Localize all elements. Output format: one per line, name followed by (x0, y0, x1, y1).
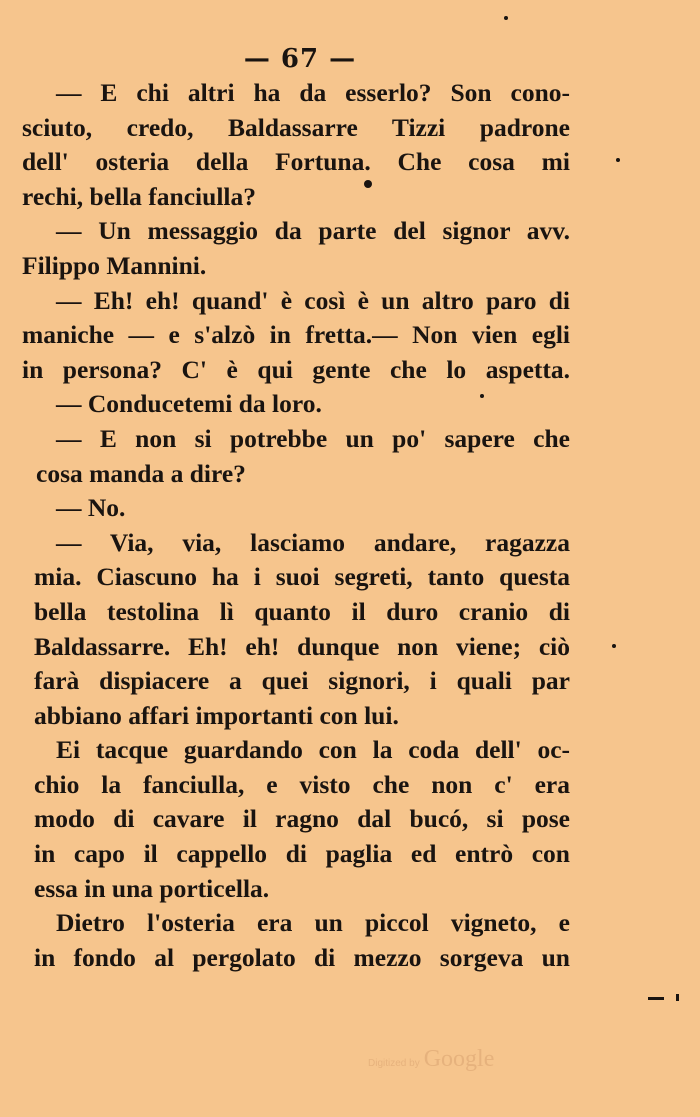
text-line: sciuto, credo, Baldassarre Tizzi padrone (22, 112, 570, 142)
digitized-watermark (368, 1046, 494, 1073)
text-line: chio la fanciulla, e visto che non c' era (34, 769, 570, 799)
text-line: rechi, bella fanciulla? (22, 181, 256, 211)
text-line: in fondo al pergolato di mezzo sorgeva un (34, 942, 570, 972)
text-line: in capo il cappello di paglia ed entrò con (34, 839, 570, 869)
text-line: bella testolina lì quanto il duro cranio di (34, 596, 570, 626)
ink-speck (480, 394, 484, 398)
text-line: — No. (56, 493, 126, 523)
text-line: modo di cavare il ragno dal bucó, si pose (34, 804, 570, 834)
text-line: dell' osteria della Fortuna. Che cosa mi (22, 147, 570, 177)
body-text (22, 76, 570, 975)
text-line: cosa manda a dire? (36, 458, 246, 488)
text-line: — E chi altri ha da esserlo? Son cono- (56, 78, 570, 107)
text-line: — Un messaggio da parte del signor avv. (56, 216, 570, 246)
text-line: essa in una porticella. (34, 873, 270, 903)
text-line: in persona? C' è qui gente che lo aspetta. (22, 354, 570, 384)
ink-speck (504, 16, 508, 20)
text-line: — Conducetemi da loro. (56, 389, 322, 419)
ink-speck (364, 180, 372, 188)
text-line: farà dispiacere a quei signori, i quali par (34, 666, 570, 696)
text-line: — Eh! eh! quand' è così è un altro paro di (56, 285, 570, 315)
text-line: Ei tacque guardando con la coda dell' oc- (56, 735, 570, 765)
ink-speck (616, 158, 620, 162)
page-number: — 67 — (243, 44, 357, 74)
ink-speck (612, 644, 616, 648)
text-line: maniche — e s'alzò in fretta.— Non vien egli (22, 320, 570, 350)
text-line: abbiano affari importanti con lui. (34, 700, 399, 730)
text-line: Filippo Mannini. (22, 250, 207, 280)
text-line: — Via, via, lasciamo andare, ragazza (56, 527, 570, 557)
text-line: — E non si potrebbe un po' sapere che (56, 423, 570, 453)
text-line: mia. Ciascuno ha i suoi segreti, tanto questa (34, 562, 570, 592)
edge-mark (648, 997, 664, 1000)
watermark-prefix: Digitized by (368, 1058, 420, 1069)
text-line: Baldassarre. Eh! eh! dunque non viene; ciò (34, 631, 570, 661)
google-logo: Google (423, 1046, 495, 1072)
edge-mark (676, 994, 679, 1001)
text-line: Dietro l'osteria era un piccol vigneto, e (56, 908, 570, 938)
